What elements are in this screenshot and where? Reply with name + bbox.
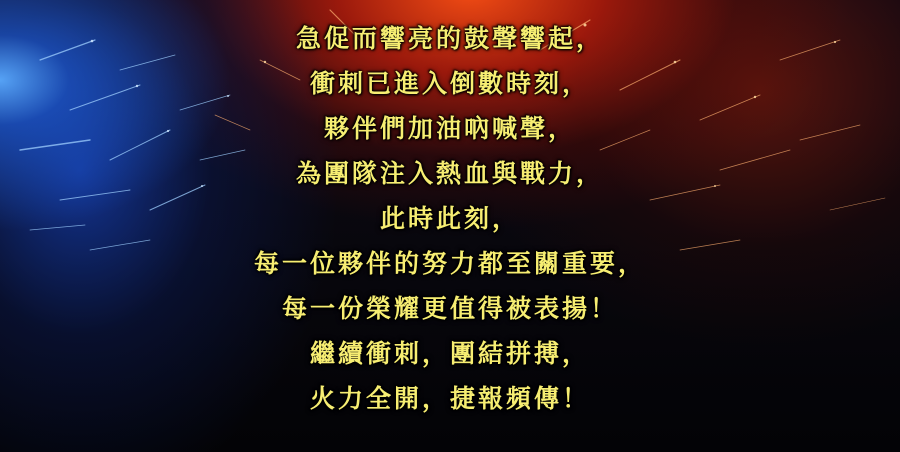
poem-line-7: 每一份榮耀更值得被表揚！ bbox=[281, 294, 618, 323]
poem-line-5: 此時此刻， bbox=[379, 204, 520, 233]
poem-line-4: 為團隊注入熱血與戰力， bbox=[295, 159, 604, 188]
poem-line-8: 繼續衝刺，團結拼搏， bbox=[309, 339, 590, 368]
poem-line-3: 夥伴們加油吶喊聲， bbox=[323, 114, 576, 143]
poem-line-6: 每一位夥伴的努力都至關重要， bbox=[253, 249, 646, 278]
poem-line-1: 急促而響亮的鼓聲響起， bbox=[295, 24, 604, 53]
poem-text-block bbox=[0, 16, 900, 421]
poem-line-2: 衝刺已進入倒數時刻， bbox=[309, 69, 590, 98]
poem-line-9: 火力全開，捷報頻傳！ bbox=[309, 384, 590, 413]
